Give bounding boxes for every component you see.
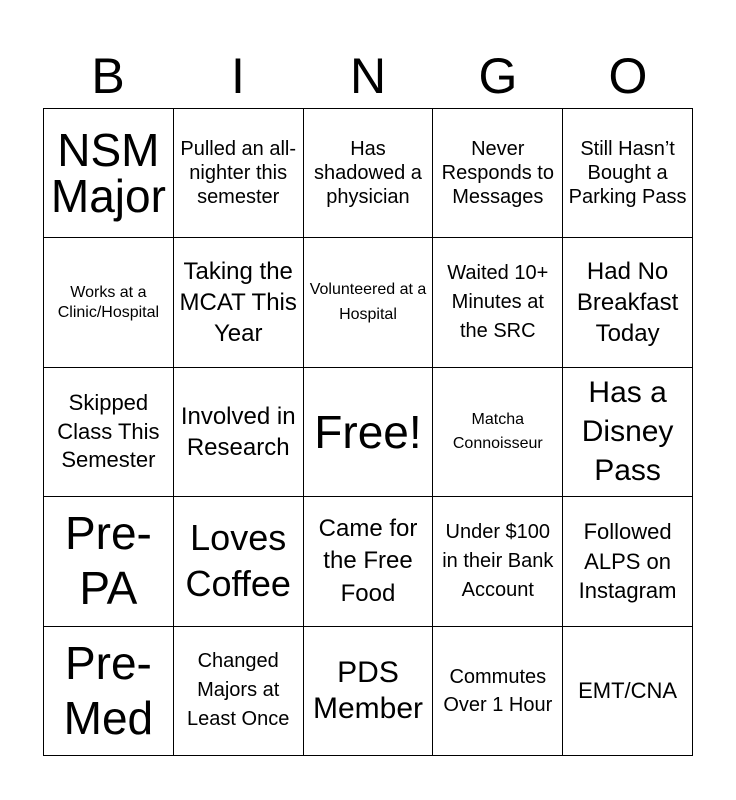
- cell-text: Pre-PA: [64, 507, 152, 615]
- bingo-cell[interactable]: [44, 497, 174, 626]
- cell-text: Came for the Free Food: [318, 514, 418, 607]
- cell-text: Waited 10+ Minutes at the SRC: [447, 262, 549, 343]
- bingo-cell[interactable]: [304, 627, 434, 756]
- cell-text: Had No Breakfast Today: [576, 257, 679, 348]
- cell-text: Pre-Med: [63, 636, 154, 744]
- bingo-cell[interactable]: [174, 238, 304, 367]
- bingo-cell[interactable]: [44, 368, 174, 497]
- bingo-cell[interactable]: [433, 109, 563, 238]
- free-space[interactable]: [304, 368, 434, 497]
- cell-text: Pulled an all-nighter this semester: [180, 138, 296, 209]
- cell-text: Has shadowed a physician: [314, 138, 422, 209]
- header-letter-i: I: [231, 48, 245, 104]
- cell-text: Skipped Class This Semester: [57, 390, 160, 473]
- cell-text: PDS Member: [312, 655, 423, 725]
- cell-text: Changed Majors at Least Once: [187, 650, 290, 731]
- cell-text: Under $100 in their Bank Account: [442, 520, 554, 601]
- cell-text: EMT/CNA: [578, 677, 678, 703]
- cell-text: Works at a Clinic/Hospital: [57, 284, 160, 321]
- bingo-cell[interactable]: [174, 497, 304, 626]
- bingo-cell[interactable]: [433, 627, 563, 756]
- cell-text: Commutes Over 1 Hour: [443, 665, 553, 716]
- header-letter-o: O: [608, 48, 648, 104]
- bingo-cell[interactable]: [433, 368, 563, 497]
- header-letter-b: B: [91, 48, 125, 104]
- bingo-cell[interactable]: [44, 109, 174, 238]
- header-letter-g: G: [478, 48, 518, 104]
- cell-text: NSM Major: [50, 124, 166, 223]
- cell-text: Loves Coffee: [185, 516, 291, 605]
- bingo-cell[interactable]: [433, 497, 563, 626]
- bingo-cell[interactable]: [304, 109, 434, 238]
- bingo-cell[interactable]: [44, 238, 174, 367]
- bingo-cell[interactable]: [563, 627, 693, 756]
- bingo-cell[interactable]: [174, 368, 304, 497]
- cell-text: Matcha Connoisseur: [452, 410, 543, 452]
- bingo-cell[interactable]: [433, 238, 563, 367]
- bingo-header: [43, 44, 693, 108]
- free-space-label: Free!: [314, 405, 422, 458]
- bingo-cell[interactable]: [563, 238, 693, 367]
- cell-text: Volunteered at a Hospital: [309, 280, 427, 323]
- cell-text: Still Hasn’t Bought a Parking Pass: [568, 138, 687, 209]
- cell-text: Has a Disney Pass: [581, 376, 674, 488]
- cell-text: Taking the MCAT This Year: [179, 257, 297, 348]
- bingo-cell[interactable]: [563, 368, 693, 497]
- bingo-board: [43, 108, 693, 756]
- bingo-cell[interactable]: [304, 238, 434, 367]
- bingo-cell[interactable]: [304, 497, 434, 626]
- cell-text: Never Responds to Messages: [441, 138, 554, 209]
- header-letter-n: N: [349, 48, 387, 104]
- cell-text: Involved in Research: [180, 402, 296, 461]
- bingo-cell[interactable]: [174, 627, 304, 756]
- bingo-cell[interactable]: [174, 109, 304, 238]
- bingo-cell[interactable]: [563, 109, 693, 238]
- bingo-cell[interactable]: [563, 497, 693, 626]
- bingo-cell[interactable]: [44, 627, 174, 756]
- cell-text: Followed ALPS on Instagram: [578, 518, 677, 604]
